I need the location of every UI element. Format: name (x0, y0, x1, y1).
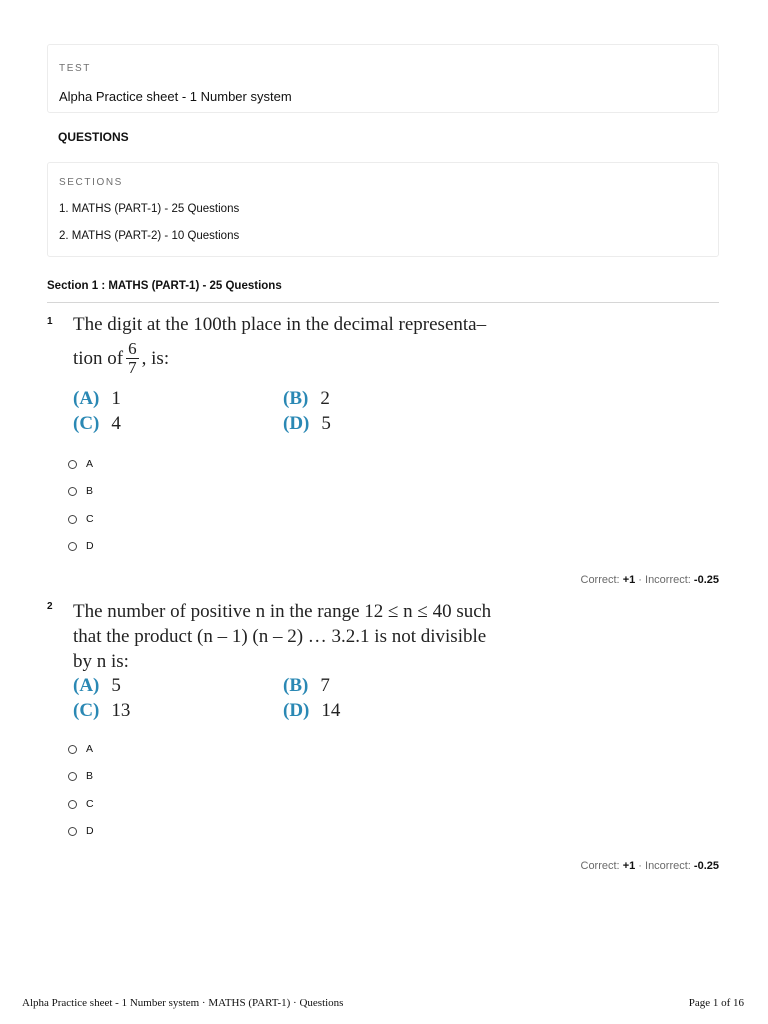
section-heading: Section 1 : MATHS (PART-1) - 25 Questions (47, 280, 282, 292)
choice-d[interactable]: D (68, 540, 94, 552)
question-text-line: The digit at the 100th place in the decimal representa– (73, 314, 487, 335)
radio-button[interactable] (68, 515, 77, 524)
radio-button[interactable] (68, 772, 77, 781)
question-text-line (73, 337, 543, 379)
question-text (73, 599, 543, 674)
section-item-1[interactable]: 1. MATHS (PART-1) - 25 Questions (59, 203, 240, 215)
choice-b[interactable]: B (68, 485, 93, 497)
question-text-line: that the product (n – 1) (n – 2) … 3.2.1 is not divisible (73, 626, 487, 647)
choice-a[interactable]: A (68, 458, 93, 470)
radio-button[interactable] (68, 487, 77, 496)
sections-card (47, 162, 719, 257)
radio-button[interactable] (68, 827, 77, 836)
option-c: (C) 13 (73, 700, 131, 721)
page-number: Page 1 of 16 (688, 997, 744, 1009)
radio-button[interactable] (68, 542, 77, 551)
test-card (47, 44, 719, 113)
answer-options (73, 673, 493, 723)
choice-d[interactable]: D (68, 825, 94, 837)
questions-label: QUESTIONS (58, 130, 129, 144)
question-text (73, 312, 543, 379)
question-text-fragment: tion of (73, 347, 124, 369)
choice-c[interactable]: C (68, 513, 94, 525)
marks-info: Correct: +1 · Incorrect: -0.25 (580, 860, 719, 872)
question-text-fragment: , is: (141, 347, 170, 369)
option-c: (C) 4 (73, 413, 121, 434)
sections-eyebrow: SECTIONS (59, 177, 123, 188)
footer-title: Alpha Practice sheet - 1 Number system · MATHS (PART-1) · Questions (22, 997, 344, 1009)
option-b: (B) 2 (283, 388, 330, 409)
test-eyebrow: TEST (59, 63, 91, 74)
option-d: (D) 5 (283, 413, 331, 434)
choice-b[interactable]: B (68, 770, 93, 782)
section-divider (47, 302, 719, 303)
option-a: (A) 5 (73, 675, 121, 696)
option-d: (D) 14 (283, 700, 341, 721)
option-a: (A) 1 (73, 388, 121, 409)
fraction-denominator: 7 (128, 357, 137, 377)
choice-a[interactable]: A (68, 743, 93, 755)
question-number: 1 (47, 316, 53, 327)
answer-options (73, 386, 493, 436)
section-item-2[interactable]: 2. MATHS (PART-2) - 10 Questions (59, 230, 240, 242)
question-text-line: by n is: (73, 651, 129, 672)
test-title: Alpha Practice sheet - 1 Number system (59, 89, 292, 104)
radio-button[interactable] (68, 460, 77, 469)
radio-button[interactable] (68, 745, 77, 754)
fraction-numerator: 6 (128, 338, 137, 358)
radio-button[interactable] (68, 800, 77, 809)
fraction (126, 340, 139, 377)
question-text-line: The number of positive n in the range 12 ≤ n ≤ 40 such (73, 601, 492, 622)
marks-info: Correct: +1 · Incorrect: -0.25 (580, 574, 719, 586)
option-b: (B) 7 (283, 675, 330, 696)
choice-c[interactable]: C (68, 798, 94, 810)
question-number: 2 (47, 601, 53, 612)
